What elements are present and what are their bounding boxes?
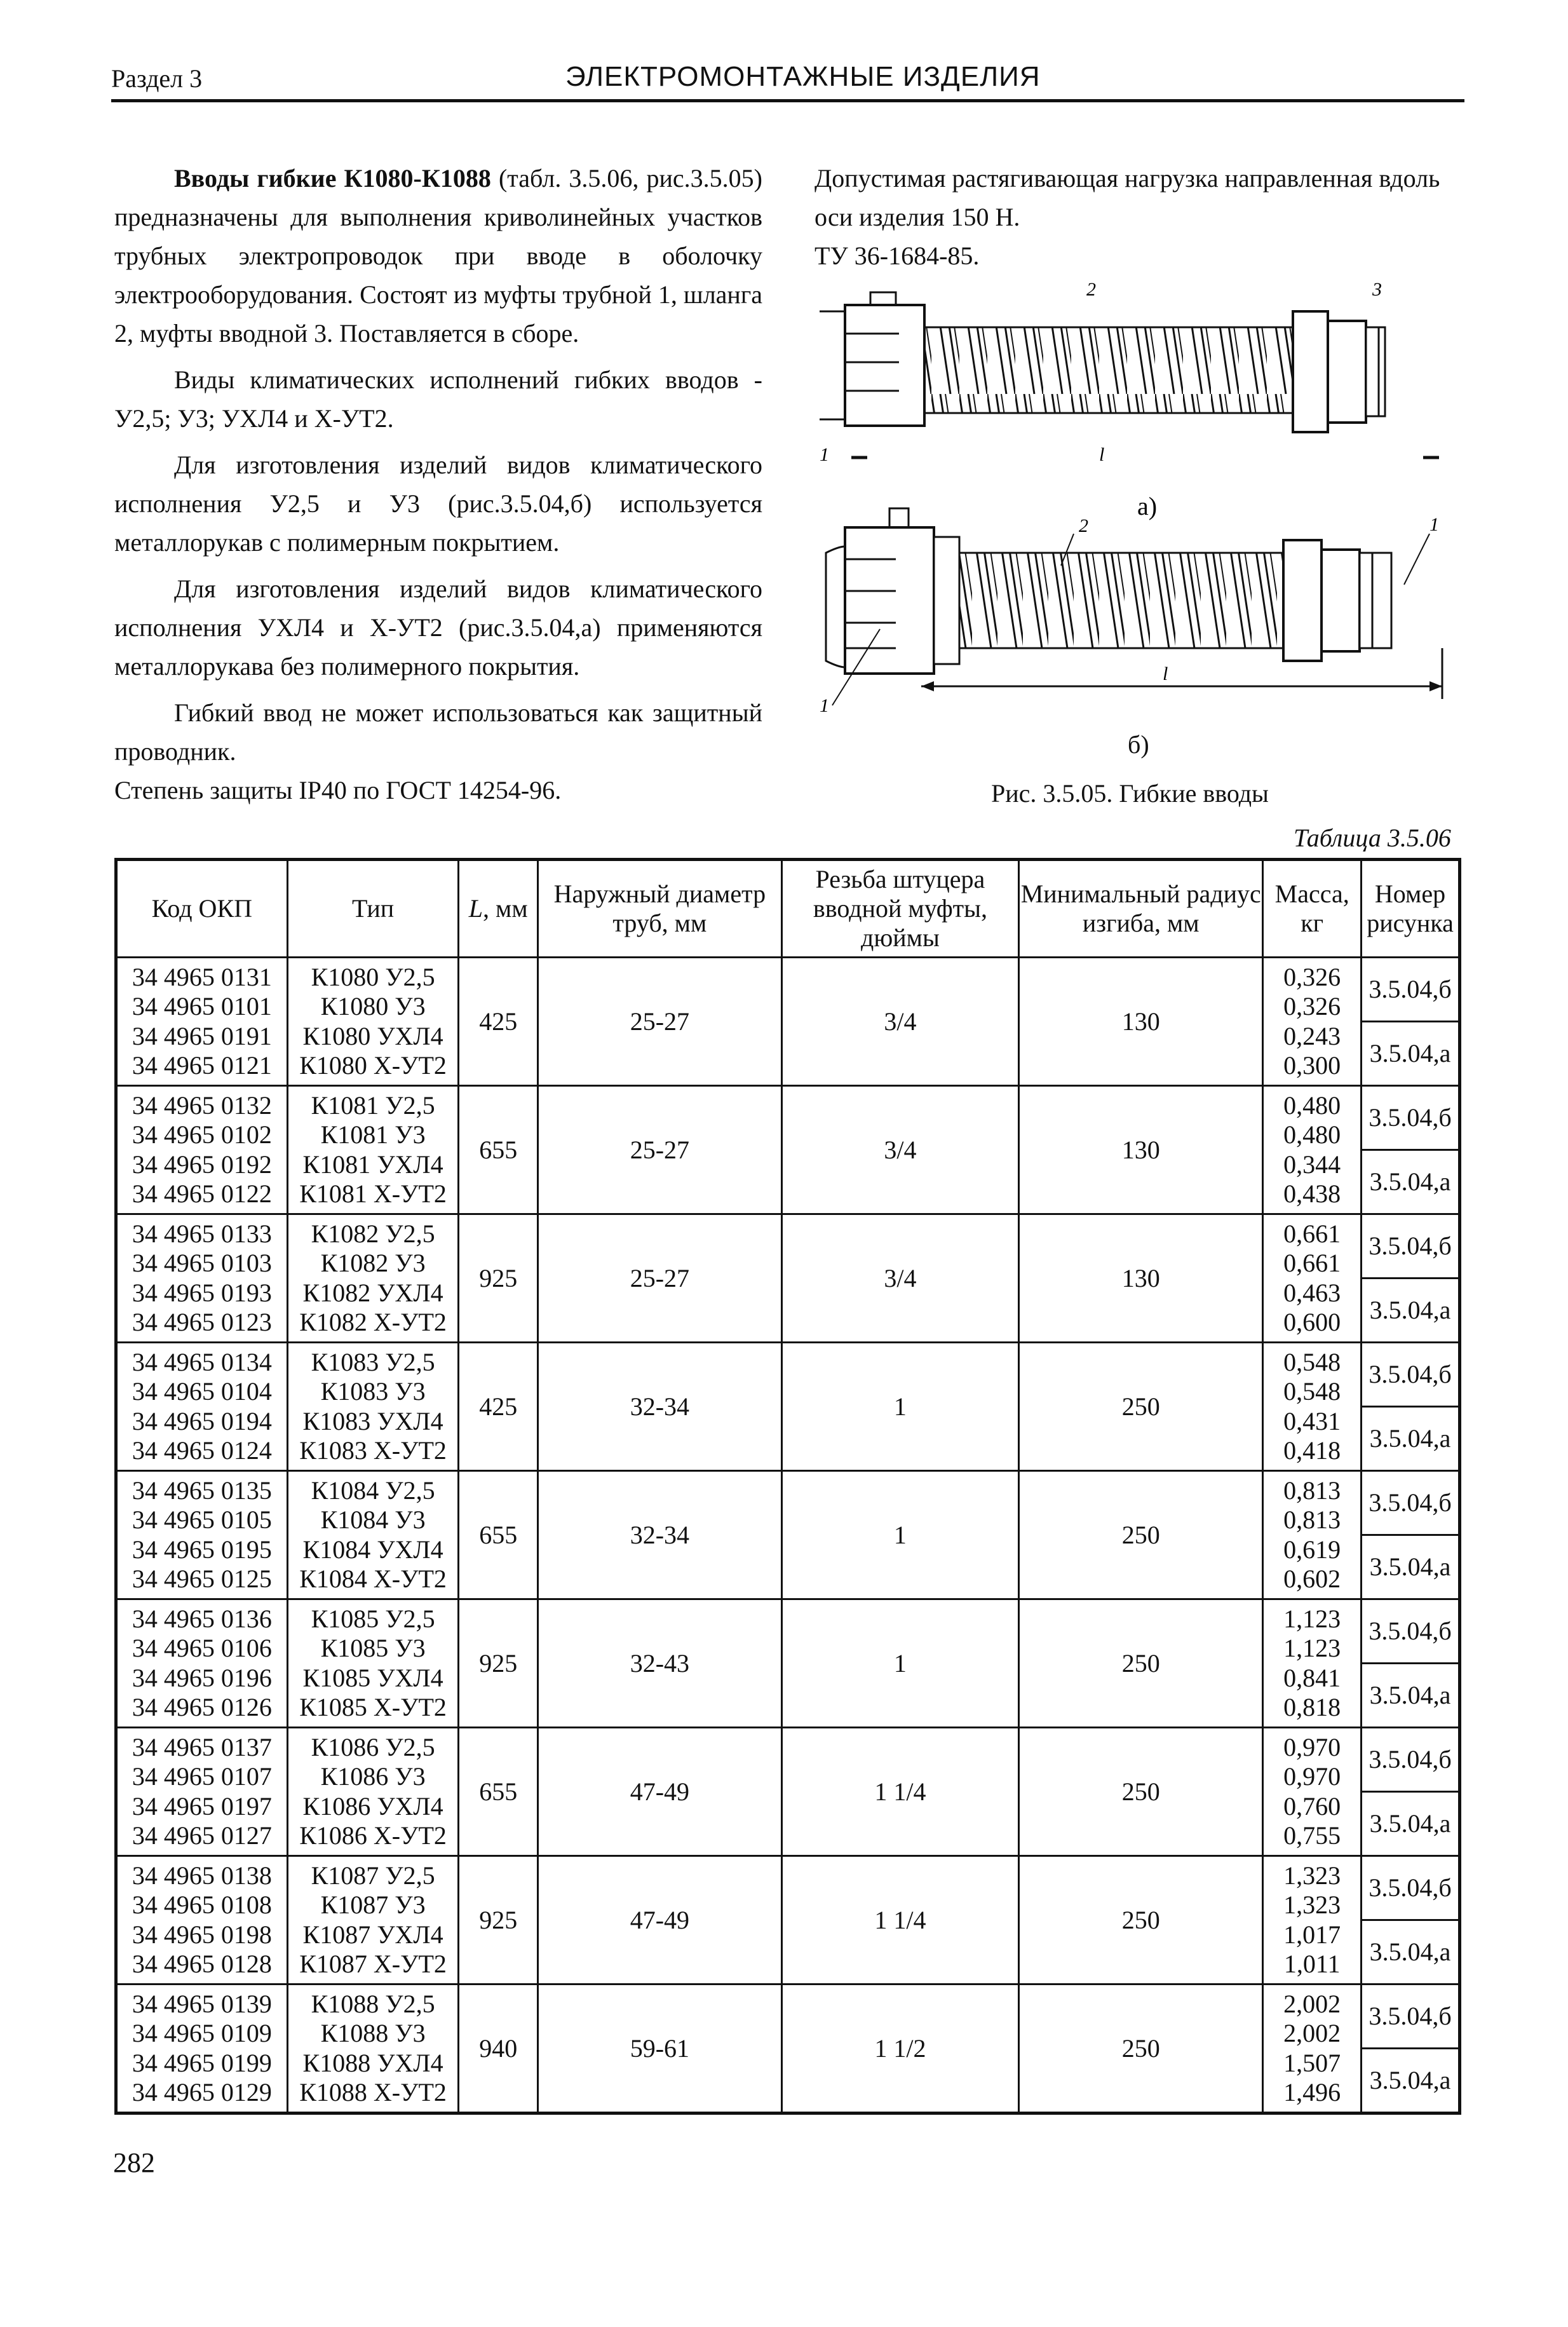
mass-cell-line: 0,300 <box>1283 1051 1341 1080</box>
load-note: Допустимая растягивающая нагрузка направленная вдоль оси изделия 150 Н. <box>814 164 1440 231</box>
okp-code-cell <box>116 1471 288 1599</box>
page-header-title: ЭЛЕКТРОМОНТАЖНЫЕ ИЗДЕЛИЯ <box>565 61 1041 92</box>
mass-cell-line: 0,818 <box>1283 1693 1341 1721</box>
okp-code-cell-line: 34 4965 0104 <box>132 1377 272 1406</box>
mass-cell <box>1263 1214 1362 1343</box>
header-type: Тип <box>287 860 459 958</box>
radius-cell: 250 <box>1019 1343 1263 1471</box>
drawing-b-label-2: 2 <box>1079 515 1088 536</box>
okp-code-cell-line: 34 4965 0137 <box>132 1732 272 1761</box>
radius-cell: 250 <box>1019 1471 1263 1599</box>
header-mass: Масса, кг <box>1263 860 1362 958</box>
intro-lead-rest: (табл. 3.5.06, рис.3.5.05) предназначены для выполнения криволинейных участков трубных электропроводок при вводе в оболочку электрооборудования. Состоят из муфты трубной 1, шланга 2, муфты вводной 3. Поставляется в сборе. <box>114 164 762 348</box>
drawing-a-tag: а) <box>1137 492 1158 520</box>
mass-cell-line: 0,661 <box>1283 1249 1341 1277</box>
diameter-cell: 59-61 <box>538 1984 782 2113</box>
type-cell-line: К1081 УХЛ4 <box>302 1150 443 1179</box>
type-cell-line: К1086 У2,5 <box>311 1732 435 1761</box>
mass-cell-line: 0,344 <box>1283 1150 1341 1179</box>
diameter-cell: 47-49 <box>538 1728 782 1856</box>
length-cell: 655 <box>459 1728 538 1856</box>
okp-code-cell <box>116 1214 288 1343</box>
okp-code-cell-line: 34 4965 0195 <box>132 1535 272 1564</box>
figure-ref: 3.5.04,а <box>1369 1167 1451 1196</box>
mass-cell-line: 0,438 <box>1283 1179 1341 1208</box>
type-cell-line: К1081 У3 <box>320 1120 426 1149</box>
mass-cell-line: 0,813 <box>1283 1476 1341 1505</box>
type-cell-line: К1086 Х-УТ2 <box>299 1821 447 1850</box>
type-cell <box>287 1984 459 2113</box>
table-row <box>116 1856 1460 1984</box>
mass-cell <box>1263 1343 1362 1471</box>
mass-cell-line: 0,600 <box>1283 1308 1341 1336</box>
type-cell <box>287 1343 459 1471</box>
figure-ref: 3.5.04,а <box>1369 1552 1451 1581</box>
okp-code-cell <box>116 1343 288 1471</box>
figure-ref: 3.5.04,а <box>1369 1809 1451 1838</box>
okp-code-cell <box>116 1599 288 1728</box>
okp-code-cell-line: 34 4965 0197 <box>132 1791 272 1821</box>
type-cell-line: К1086 УХЛ4 <box>302 1791 443 1821</box>
okp-code-cell-line: 34 4965 0192 <box>132 1150 272 1179</box>
mass-cell-line: 0,480 <box>1283 1090 1341 1120</box>
okp-code-cell-line: 34 4965 0123 <box>132 1308 272 1336</box>
type-cell <box>287 1086 459 1214</box>
diameter-cell: 32-34 <box>538 1471 782 1599</box>
figure-b-tag: б) <box>1128 730 1149 759</box>
figure-ref: 3.5.04,б <box>1362 1728 1458 1793</box>
radius-cell: 250 <box>1019 1728 1263 1856</box>
thread-cell: 1 <box>781 1471 1018 1599</box>
mass-cell <box>1263 1599 1362 1728</box>
mass-cell-line: 1,017 <box>1283 1920 1341 1949</box>
mass-cell-line: 1,011 <box>1283 1950 1341 1978</box>
intro-paragraph-1 <box>114 159 762 353</box>
okp-code-cell-line: 34 4965 0193 <box>132 1278 272 1307</box>
type-cell-line: К1088 У3 <box>320 2019 426 2047</box>
okp-code-cell-line: 34 4965 0199 <box>132 2048 272 2077</box>
okp-code-cell-line: 34 4965 0121 <box>132 1051 272 1080</box>
mass-cell-line: 0,661 <box>1283 1219 1341 1248</box>
okp-code-cell <box>116 1856 288 1984</box>
figure-ref: 3.5.04,а <box>1369 1424 1451 1453</box>
okp-code-cell-line: 34 4965 0128 <box>132 1950 272 1978</box>
mass-cell-line: 1,123 <box>1283 1634 1341 1662</box>
type-cell-line: К1083 У2,5 <box>311 1347 435 1376</box>
figure-ref-cell <box>1362 1086 1460 1214</box>
figure-ref: 3.5.04,а <box>1369 1937 1451 1966</box>
radius-cell: 130 <box>1019 958 1263 1086</box>
type-cell-line: К1088 Х-УТ2 <box>299 2078 447 2107</box>
okp-code-cell-line: 34 4965 0191 <box>132 1021 272 1050</box>
radius-cell: 250 <box>1019 1599 1263 1728</box>
mass-cell-line: 0,548 <box>1283 1377 1341 1406</box>
mass-cell-line: 1,496 <box>1283 2078 1341 2107</box>
type-cell-line: К1084 У3 <box>320 1505 426 1534</box>
figure-ref: 3.5.04,б <box>1362 1343 1458 1408</box>
type-cell-line: К1082 Х-УТ2 <box>299 1308 447 1336</box>
header-figure: Номер рисунка <box>1362 860 1460 958</box>
okp-code-cell-line: 34 4965 0101 <box>132 992 272 1021</box>
table-caption: Таблица 3.5.06 <box>1294 824 1451 852</box>
length-cell: 655 <box>459 1086 538 1214</box>
drawing-a-label-l: l <box>1099 444 1105 465</box>
okp-code-cell-line: 34 4965 0129 <box>132 2078 272 2107</box>
diameter-cell: 32-43 <box>538 1599 782 1728</box>
mass-cell-line: 0,480 <box>1283 1120 1341 1149</box>
type-cell <box>287 1599 459 1728</box>
length-cell: 925 <box>459 1214 538 1343</box>
type-cell <box>287 1471 459 1599</box>
mass-cell-line: 0,602 <box>1283 1564 1341 1593</box>
drawing-a-label-1: 1 <box>820 444 829 465</box>
diameter-cell: 47-49 <box>538 1856 782 1984</box>
okp-code-cell-line: 34 4965 0135 <box>132 1476 272 1505</box>
table-row <box>116 1599 1460 1728</box>
type-cell-line: К1087 У2,5 <box>311 1861 435 1890</box>
okp-code-cell-line: 34 4965 0132 <box>132 1090 272 1120</box>
drawing-b-label-l: l <box>1163 663 1168 684</box>
mass-cell-line: 0,841 <box>1283 1663 1341 1692</box>
figure-ref: 3.5.04,а <box>1369 1039 1451 1068</box>
drawing-a-label-2: 2 <box>1086 279 1096 300</box>
section-label: Раздел 3 <box>111 64 203 93</box>
okp-code-cell-line: 34 4965 0139 <box>132 1989 272 2018</box>
intro-paragraph-5: Гибкий ввод не может использоваться как защитный проводник. <box>114 698 762 766</box>
figure-ref-cell <box>1362 1214 1460 1343</box>
figure-ref: 3.5.04,а <box>1369 1681 1451 1709</box>
mass-cell-line: 0,619 <box>1283 1535 1341 1564</box>
mass-cell-line: 0,813 <box>1283 1505 1341 1534</box>
mass-cell <box>1263 1984 1362 2113</box>
table-header-row <box>116 860 1460 958</box>
figure-ref: 3.5.04,б <box>1362 1985 1458 2049</box>
table-row <box>116 1343 1460 1471</box>
type-cell-line: К1081 Х-УТ2 <box>299 1179 447 1208</box>
figure-ref-cell <box>1362 1599 1460 1728</box>
header-diameter: Наружный диаметр труб, мм <box>538 860 782 958</box>
mass-cell-line: 1,323 <box>1283 1890 1341 1919</box>
intro-paragraph-6: Степень защиты IP40 по ГОСТ 14254-96. <box>114 776 562 804</box>
type-cell-line: К1087 У3 <box>320 1890 426 1919</box>
okp-code-cell-line: 34 4965 0106 <box>132 1634 272 1662</box>
table-row <box>116 1214 1460 1343</box>
drawing-a-label-3: 3 <box>1372 279 1382 300</box>
header-thread: Резьба штуцера вводной муфты, дюймы <box>781 860 1018 958</box>
diameter-cell: 25-27 <box>538 1086 782 1214</box>
radius-cell: 130 <box>1019 1086 1263 1214</box>
okp-code-cell-line: 34 4965 0109 <box>132 2019 272 2047</box>
radius-cell: 130 <box>1019 1214 1263 1343</box>
mass-cell-line: 0,326 <box>1283 992 1341 1021</box>
okp-code-cell-line: 34 4965 0102 <box>132 1120 272 1149</box>
figure-ref: 3.5.04,а <box>1369 1296 1451 1324</box>
okp-code-cell-line: 34 4965 0134 <box>132 1347 272 1376</box>
header-length: L, мм <box>459 860 538 958</box>
spec-table <box>114 858 1461 2115</box>
type-cell-line: К1088 УХЛ4 <box>302 2048 443 2077</box>
okp-code-cell-line: 34 4965 0122 <box>132 1179 272 1208</box>
mass-cell-line: 0,243 <box>1283 1021 1341 1050</box>
length-cell: 425 <box>459 1343 538 1471</box>
okp-code-cell-line: 34 4965 0107 <box>132 1762 272 1791</box>
table-row <box>116 1086 1460 1214</box>
type-cell-line: К1080 УХЛ4 <box>302 1021 443 1050</box>
type-cell-line: К1085 У3 <box>320 1634 426 1662</box>
mass-cell-line: 0,970 <box>1283 1732 1341 1761</box>
type-cell <box>287 1214 459 1343</box>
mass-cell-line: 0,418 <box>1283 1436 1341 1465</box>
intro-paragraph-4: Для изготовления изделий видов климатического исполнения УХЛ4 и Х-УТ2 (рис.3.5.04,а) применяются металлорукава без полимерного покрытия. <box>114 574 762 681</box>
mass-cell-line: 1,123 <box>1283 1604 1341 1633</box>
mass-cell-line: 0,326 <box>1283 962 1341 991</box>
diameter-cell: 25-27 <box>538 958 782 1086</box>
okp-code-cell-line: 34 4965 0124 <box>132 1436 272 1465</box>
mass-cell-line: 1,323 <box>1283 1861 1341 1890</box>
length-cell: 925 <box>459 1599 538 1728</box>
table-row <box>116 958 1460 1086</box>
mass-cell <box>1263 958 1362 1086</box>
type-cell-line: К1084 УХЛ4 <box>302 1535 443 1564</box>
page-number: 282 <box>113 2147 155 2178</box>
radius-cell: 250 <box>1019 1856 1263 1984</box>
length-cell: 655 <box>459 1471 538 1599</box>
type-cell-line: К1086 У3 <box>320 1762 426 1791</box>
type-cell <box>287 958 459 1086</box>
table-row <box>116 1984 1460 2113</box>
thread-cell: 1 <box>781 1599 1018 1728</box>
mass-cell <box>1263 1086 1362 1214</box>
figure-ref-cell <box>1362 1856 1460 1984</box>
type-cell-line: К1080 Х-УТ2 <box>299 1051 447 1080</box>
okp-code-cell-line: 34 4965 0196 <box>132 1663 272 1692</box>
figure-ref: 3.5.04,б <box>1362 958 1458 1022</box>
mass-cell-line: 0,755 <box>1283 1821 1341 1850</box>
okp-code-cell-line: 34 4965 0108 <box>132 1890 272 1919</box>
type-cell-line: К1083 Х-УТ2 <box>299 1436 447 1465</box>
figure-ref: 3.5.04,б <box>1362 1087 1458 1151</box>
thread-cell: 1 1/4 <box>781 1728 1018 1856</box>
thread-cell: 1 <box>781 1343 1018 1471</box>
figure-ref-cell <box>1362 1471 1460 1599</box>
okp-code-cell-line: 34 4965 0136 <box>132 1604 272 1633</box>
header-rule <box>111 99 1464 102</box>
okp-code-cell-line: 34 4965 0125 <box>132 1564 272 1593</box>
type-cell-line: К1084 Х-УТ2 <box>299 1564 447 1593</box>
okp-code-cell-line: 34 4965 0131 <box>132 962 272 991</box>
mass-cell <box>1263 1856 1362 1984</box>
type-cell-line: К1087 УХЛ4 <box>302 1920 443 1949</box>
thread-cell: 3/4 <box>781 1214 1018 1343</box>
mass-cell-line: 0,431 <box>1283 1406 1341 1435</box>
intro-text <box>114 159 762 817</box>
thread-cell: 3/4 <box>781 958 1018 1086</box>
drawing-a <box>820 279 1439 520</box>
table-row <box>116 1728 1460 1856</box>
okp-code-cell-line: 34 4965 0127 <box>132 1821 272 1850</box>
mass-cell-line: 0,970 <box>1283 1762 1341 1791</box>
type-cell-line: К1084 У2,5 <box>311 1476 435 1505</box>
thread-cell: 3/4 <box>781 1086 1018 1214</box>
type-cell-line: К1080 У2,5 <box>311 962 435 991</box>
mass-cell <box>1263 1471 1362 1599</box>
okp-code-cell-line: 34 4965 0126 <box>132 1693 272 1721</box>
okp-code-cell-line: 34 4965 0138 <box>132 1861 272 1890</box>
figure-ref: 3.5.04,а <box>1369 2066 1451 2094</box>
type-cell-line: К1085 Х-УТ2 <box>299 1693 447 1721</box>
type-cell-line: К1082 У2,5 <box>311 1219 435 1248</box>
header-okp: Код ОКП <box>116 860 288 958</box>
intro-paragraph-3: Для изготовления изделий видов климатического исполнения У2,5 и У3 (рис.3.5.04,б) используется металлорукав с полимерным покрытием. <box>114 451 762 557</box>
mass-cell-line: 2,002 <box>1283 1989 1341 2018</box>
tu-note: ТУ 36-1684-85. <box>814 241 980 270</box>
okp-code-cell <box>116 1984 288 2113</box>
okp-code-cell-line: 34 4965 0103 <box>132 1249 272 1277</box>
mass-cell-line: 0,760 <box>1283 1791 1341 1821</box>
figure-ref: 3.5.04,б <box>1362 1857 1458 1921</box>
thread-cell: 1 1/4 <box>781 1856 1018 1984</box>
okp-code-cell-line: 34 4965 0194 <box>132 1406 272 1435</box>
figure-ref-cell <box>1362 958 1460 1086</box>
type-cell-line: К1085 У2,5 <box>311 1604 435 1633</box>
mass-cell-line: 0,548 <box>1283 1347 1341 1376</box>
okp-code-cell-line: 34 4965 0105 <box>132 1505 272 1534</box>
type-cell-line: К1082 УХЛ4 <box>302 1278 443 1307</box>
type-cell-line: К1087 Х-УТ2 <box>299 1950 447 1978</box>
type-cell <box>287 1728 459 1856</box>
type-cell <box>287 1856 459 1984</box>
radius-cell: 250 <box>1019 1984 1263 2113</box>
length-cell: 925 <box>459 1856 538 1984</box>
figure-ref-cell <box>1362 1343 1460 1471</box>
type-cell-line: К1088 У2,5 <box>311 1989 435 2018</box>
thread-cell: 1 1/2 <box>781 1984 1018 2113</box>
length-cell: 940 <box>459 1984 538 2113</box>
figure-ref: 3.5.04,б <box>1362 1472 1458 1536</box>
drawing-b-label-3: 1 <box>1429 514 1439 535</box>
mass-cell-line: 1,507 <box>1283 2048 1341 2077</box>
figure-caption: Рис. 3.5.05. Гибкие вводы <box>991 779 1269 808</box>
figure-ref-cell <box>1362 1984 1460 2113</box>
length-cell: 425 <box>459 958 538 1086</box>
mass-cell-line: 0,463 <box>1283 1278 1341 1307</box>
table-row <box>116 1471 1460 1599</box>
type-cell-line: К1083 У3 <box>320 1377 426 1406</box>
type-cell-line: К1080 У3 <box>320 992 426 1021</box>
okp-code-cell <box>116 1086 288 1214</box>
intro-lead: Вводы гибкие К1080-К1088 <box>174 164 491 193</box>
type-cell-line: К1081 У2,5 <box>311 1090 435 1120</box>
load-text <box>814 159 1463 275</box>
diameter-cell: 32-34 <box>538 1343 782 1471</box>
type-cell-line: К1082 У3 <box>320 1249 426 1277</box>
intro-paragraph-2: Виды климатических исполнений гибких вводов - У2,5; У3; УХЛ4 и Х-УТ2. <box>114 365 762 433</box>
drawing-b <box>820 508 1442 724</box>
header-radius: Минимальный радиус изгиба, мм <box>1019 860 1263 958</box>
okp-code-cell-line: 34 4965 0198 <box>132 1920 272 1949</box>
diameter-cell: 25-27 <box>538 1214 782 1343</box>
figure-ref: 3.5.04,б <box>1362 1215 1458 1279</box>
figure-ref: 3.5.04,б <box>1362 1600 1458 1664</box>
okp-code-cell <box>116 958 288 1086</box>
type-cell-line: К1085 УХЛ4 <box>302 1663 443 1692</box>
figure-ref-cell <box>1362 1728 1460 1856</box>
type-cell-line: К1083 УХЛ4 <box>302 1406 443 1435</box>
mass-cell <box>1263 1728 1362 1856</box>
okp-code-cell-line: 34 4965 0133 <box>132 1219 272 1248</box>
okp-code-cell <box>116 1728 288 1856</box>
flexible-inlet-drawing <box>820 267 1468 724</box>
drawing-b-label-1: 1 <box>820 695 829 716</box>
mass-cell-line: 2,002 <box>1283 2019 1341 2047</box>
